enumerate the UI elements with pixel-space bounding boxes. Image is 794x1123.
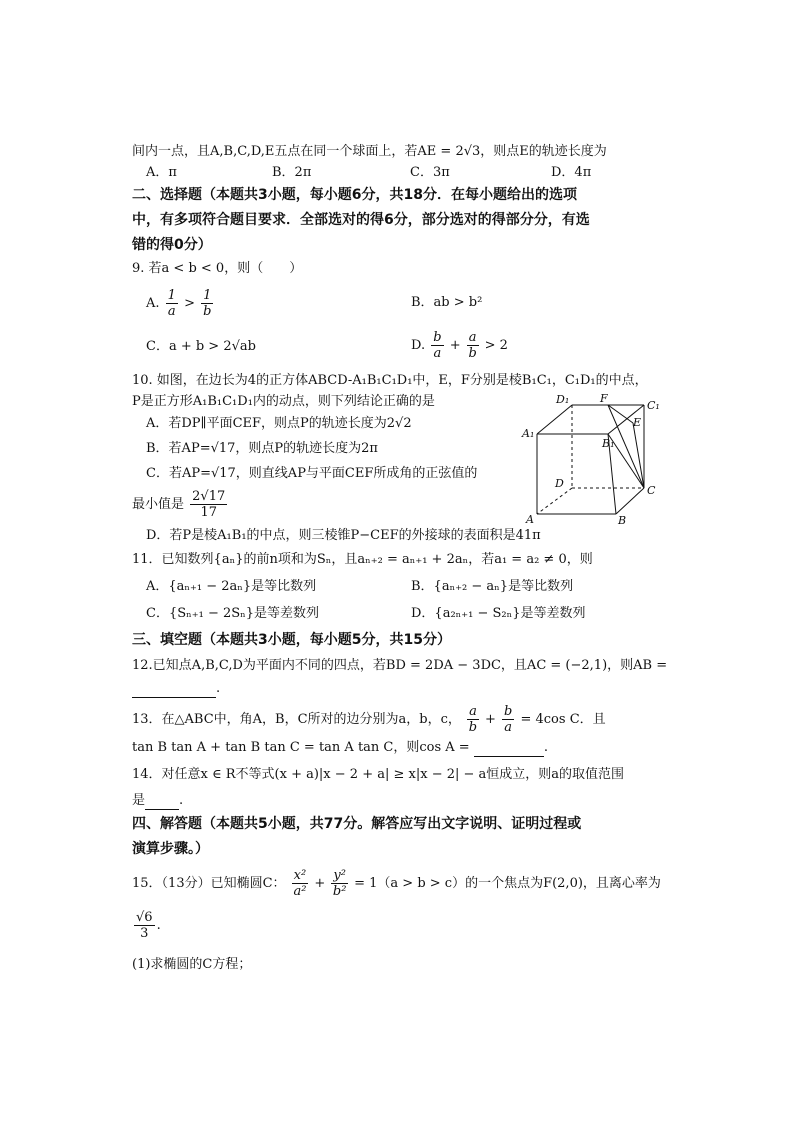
frac-numerator: a [469, 704, 477, 719]
frac-numerator: y² [333, 868, 346, 883]
q13-suffix: = 4cos C．且 [520, 712, 606, 727]
q10-option-a: A．若DP∥平面CEF，则点P的轨迹长度为2√2 [146, 416, 412, 431]
q15-ecc-end: . [156, 918, 161, 933]
q10-option-d: D．若P是棱A₁B₁的中点，则三棱锥P−CEF的外接球的表面积是41π [146, 528, 541, 543]
q9-d-fraction-2 [467, 330, 479, 361]
q14-line2-text: 是 [132, 793, 146, 808]
q13-end: . [543, 740, 548, 755]
q9-a-right-fraction [201, 288, 213, 319]
q15-fraction-2 [331, 868, 348, 899]
section4-heading-line1: 四、解答题（本题共5小题，共77分。解答应写出文字说明、证明过程或 [132, 816, 582, 832]
frac-denominator: b [203, 304, 212, 319]
section2-heading-line2: 中，有多项符合题目要求．全部选对的得6分，部分选对的得部分分，有选 [132, 212, 590, 228]
q9-a-left-fraction [166, 288, 178, 319]
q13-fraction-1 [467, 704, 479, 735]
frac-denominator: b [468, 720, 478, 735]
q14-end: . [179, 793, 184, 808]
q8-option-d: D．4π [551, 165, 592, 180]
segment-e-c [633, 423, 644, 488]
q14-line2 [132, 792, 183, 810]
q12-answer-line [132, 680, 220, 698]
frac-denominator: a² [293, 884, 307, 899]
frac-denominator: b² [332, 884, 347, 899]
q13-line2-text: tan B tan A + tan B tan C = tan A tan C，则cos A = [132, 740, 470, 755]
label-a1: A₁ [522, 427, 535, 440]
label-d: D [555, 477, 564, 490]
frac-denominator: a [504, 720, 513, 735]
q8-option-b: B．2π [272, 165, 312, 180]
q14-line1: 14．对任意x ∈ R不等式(x + a)|x − 2 + a| ≥ x|x − 2| − a恒成立，则a的取值范围 [132, 767, 625, 782]
label-f: F [600, 392, 608, 405]
frac-numerator: a [468, 330, 477, 345]
frac-denominator: 17 [200, 505, 217, 520]
frac-numerator: 1 [203, 288, 212, 303]
frac-denominator: 3 [140, 926, 149, 941]
q9-stem: 9. 若a < b < 0，则（ ） [132, 261, 303, 276]
label-c1: C₁ [647, 399, 660, 412]
frac-numerator: b [433, 330, 442, 345]
frac-numerator: x² [293, 868, 307, 883]
q15-part1: (1)求椭圆的C方程； [132, 957, 252, 972]
q12-end: . [216, 681, 221, 696]
q10-option-c-line2 [132, 485, 229, 525]
q13-answer-blank[interactable] [474, 742, 544, 757]
section3-heading: 三、填空题（本题共3小题，每小题5分，共15分） [132, 632, 451, 648]
q13-line2 [132, 739, 548, 757]
q9-option-a-label: A. [146, 296, 160, 311]
frac-numerator: b [504, 704, 513, 719]
q14-answer-blank[interactable] [145, 795, 179, 810]
q11-option-a: A．{aₙ₊₁ − 2aₙ}是等比数列 [146, 579, 317, 594]
q11-option-c: C．{Sₙ₊₁ − 2Sₙ}是等差数列 [146, 606, 320, 621]
section4-heading-line2: 演算步骤。） [132, 841, 209, 857]
frac-denominator: a [167, 304, 176, 319]
q12-answer-blank[interactable] [132, 683, 216, 698]
q10-option-c: C．若AP=√17，则直线AP与平面CEF所成角的正弦值的 [146, 466, 478, 481]
frac-denominator: b [468, 346, 477, 361]
edge-b-c [616, 488, 644, 514]
q13-plus: + [484, 712, 496, 727]
q10-c-fraction [190, 489, 227, 520]
q9-d-tail: > 2 [484, 338, 508, 353]
q15-line1 [132, 864, 661, 904]
frac-denominator: a [433, 346, 442, 361]
q9-option-d [411, 326, 508, 366]
q9-a-operator: > [184, 296, 195, 311]
q8-option-a: A．π [146, 165, 177, 180]
q10-option-b: B．若AP=√17，则点P的轨迹长度为2π [146, 441, 378, 456]
q15-suffix: = 1（a > b > c）的一个焦点为F(2,0)，且离心率为 [354, 876, 661, 891]
q9-option-d-label: D. [411, 338, 426, 353]
q13-fraction-2 [502, 704, 514, 735]
q13-prefix: 13．在△ABC中，角A，B，C所对的边分别为a，b，c， [132, 712, 461, 727]
q10-c-prefix: 最小值是 [132, 497, 185, 512]
frac-numerator: 1 [167, 288, 176, 303]
label-a: A [526, 513, 534, 526]
q8-stem-tail: 间内一点，且A,B,C,D,E五点在同一个球面上，若AE = 2√3，则点E的轨迹长度为 [132, 144, 607, 159]
q9-option-a [146, 284, 215, 324]
cube-figure [520, 390, 666, 526]
section2-heading-line1: 二、选择题（本题共3小题，每小题6分，共18分．在每小题给出的选项 [132, 187, 577, 203]
q11-option-d: D．{a₂ₙ₊₁ − S₂ₙ}是等差数列 [411, 606, 586, 621]
label-b1: B₁ [602, 437, 615, 450]
q9-option-c: C．a + b > 2√ab [146, 339, 256, 354]
q9-d-plus: + [449, 338, 461, 353]
label-b: B [618, 514, 627, 526]
q15-eccentricity [132, 906, 161, 946]
q15-fraction-1 [292, 868, 309, 899]
q9-option-b: B．ab > b² [411, 295, 483, 310]
hidden-edge-d-a [537, 488, 572, 514]
q8-option-c: C．3π [410, 165, 450, 180]
frac-numerator: √6 [136, 910, 153, 925]
q11-stem: 11．已知数列{aₙ}的前n项和为Sₙ，且aₙ₊₂ = aₙ₊₁ + 2aₙ，若a₁ = a₂ ≠ 0，则 [132, 552, 593, 567]
q10-stem-line1: 10. 如图，在边长为4的正方体ABCD-A₁B₁C₁D₁中，E，F分别是棱B₁C₁，C₁D₁的中点， [132, 373, 648, 388]
q15-plus: + [314, 876, 326, 891]
q10-stem-line2: P是正方形A₁B₁C₁D₁内的动点，则下列结论正确的是 [132, 394, 435, 409]
label-c: C [647, 484, 656, 497]
section2-heading-line3: 错的得0分） [132, 237, 212, 253]
q9-d-fraction-1 [431, 330, 443, 361]
label-d1: D₁ [556, 393, 570, 406]
q12-stem: 12.已知点A,B,C,D为平面内不同的四点，若BD = 2DA − 3DC，且AC = (−2,1)，则AB = [132, 658, 668, 673]
q13-line1 [132, 700, 606, 740]
q15-prefix: 15．（13分）已知椭圆C： [132, 876, 286, 891]
edge-d1-a1 [537, 405, 572, 434]
frac-numerator: 2√17 [192, 489, 226, 504]
label-e: E [633, 416, 642, 429]
q11-option-b: B．{aₙ₊₂ − aₙ}是等比数列 [411, 579, 574, 594]
q15-eccentricity-fraction [134, 910, 155, 941]
